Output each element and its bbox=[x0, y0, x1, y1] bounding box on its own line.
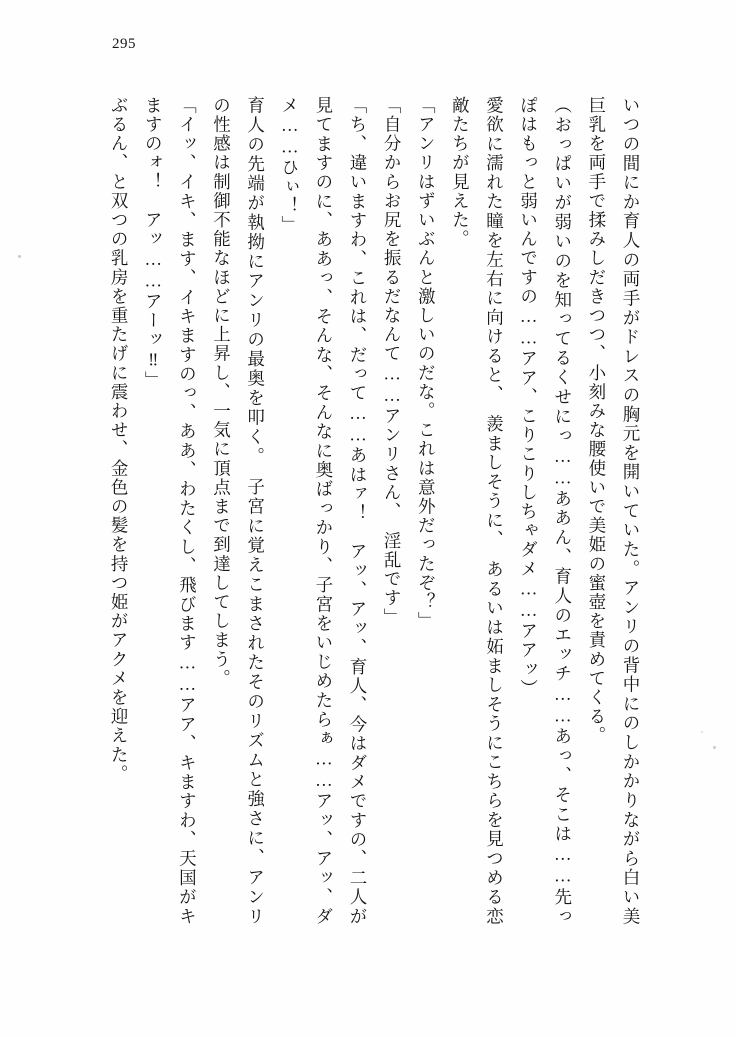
paragraph: 「自分からお尻を振るだなんて……アンリさん、 淫乱です」 bbox=[382, 96, 403, 628]
paragraph: いつの間にか育人の両手がドレスの胸元を開いていた。アンリの背中にのしかかりながら白い美巨乳を両手で揉みしだきつつ、小刻みな腰使いで美姫の蜜壺を責めてくる。 bbox=[586, 96, 641, 926]
paragraph: 「ち、違いますわ、これは、だって……あはァ！ アッ、アッ、育人、今はダメですの、二人が見てますのに、ああっ、そんな、そんなに奥ばっかり、子宮をいじめたらぁ……アッ、アッ、ダメ……ひぃ！」 bbox=[279, 96, 368, 926]
page-text-body bbox=[96, 96, 648, 926]
paragraph: 育人の先端が執拗にアンリの最奥を叩く。 子宮に覚えこまされたそのリズムと強さに、アンリの性感は制御不能なほどに上昇し、一気に頂点まで到達してしまう。 bbox=[211, 96, 266, 926]
paper-speck bbox=[701, 731, 703, 733]
paragraph: 愛欲に濡れた瞳を左右に向けると、 羨ましそうに、 あるいは妬ましそうにこちらを見つめる恋敵たちが見えた。 bbox=[450, 96, 505, 926]
paper-speck bbox=[713, 746, 716, 749]
paper-speck bbox=[18, 255, 21, 258]
paragraph: ぶるん、と双つの乳房を重たげに震わせ、金色の髪を持つ姫がアクメを迎えた。 bbox=[109, 96, 130, 784]
paragraph: 「アンリはずいぶんと激しいのだな。これは意外だったぞ？」 bbox=[416, 96, 437, 631]
page-number: 295 bbox=[112, 36, 136, 52]
paragraph: （おっぱいが弱いのを知ってるくせにっ……ああん、育人のエッチ……あっ、そこは……先っぽはもっと弱いんですの……アア、こりこりしちゃダメ……アアッ） bbox=[518, 96, 573, 926]
paragraph: 「イッ、イキ、ます、イキますのっ、ああ、わたくし、飛びます……アア、キますわ、天国がキますのォ！ アッ……アーッ‼」 bbox=[143, 96, 198, 926]
